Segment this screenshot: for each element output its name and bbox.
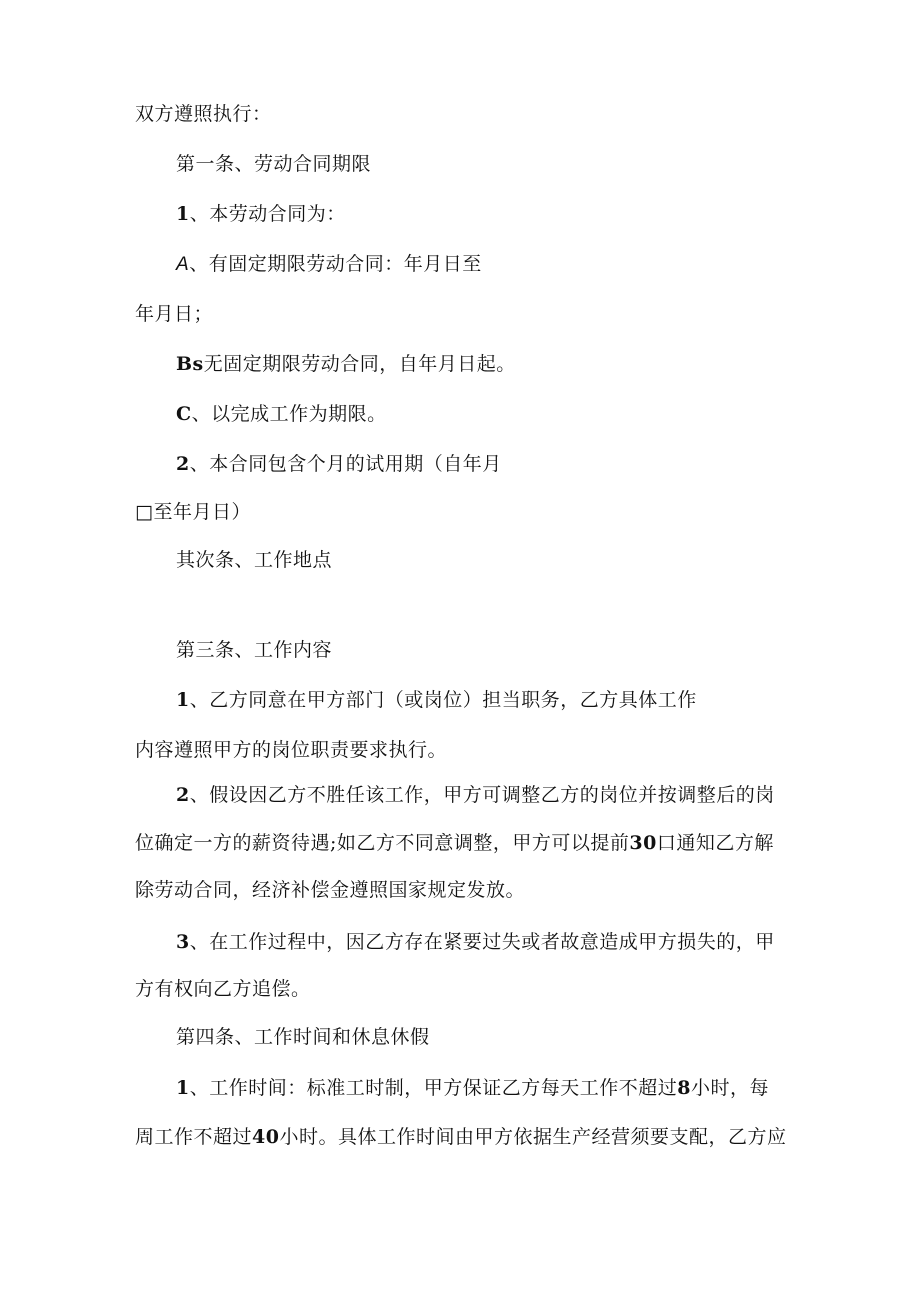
text-run: 年月日；	[135, 303, 214, 325]
article-heading	[176, 548, 332, 572]
item-number: 1	[176, 203, 190, 225]
text-run: 位确定一方的薪资待遇;如乙方不同意调整，甲方可以提前	[135, 832, 630, 854]
text-line	[135, 1125, 786, 1149]
text-run: 第四条、工作时间和休息休假	[176, 1026, 430, 1048]
text-line	[176, 930, 775, 954]
item-letter: Bs	[176, 353, 204, 375]
number-run: 8	[677, 1077, 691, 1099]
text-line	[135, 977, 311, 1001]
article-heading	[176, 1025, 430, 1049]
article-heading	[176, 152, 371, 176]
article-heading	[176, 638, 332, 662]
text-run: 、本合同包含个月的试用期（自年月	[189, 453, 502, 475]
text-line	[176, 252, 482, 277]
text-line	[135, 500, 251, 524]
text-line	[176, 402, 387, 426]
text-run: 、有固定期限劳动合同：年月日至	[189, 253, 482, 275]
text-line	[135, 738, 447, 762]
text-line	[176, 1076, 769, 1100]
text-run: 、本劳动合同为：	[189, 203, 346, 225]
text-line	[176, 783, 775, 807]
number-run: 40	[252, 1126, 280, 1148]
text-run: 周工作不超过	[135, 1126, 253, 1148]
text-line	[135, 831, 774, 855]
text-line	[176, 202, 346, 226]
text-run: 无固定期限劳动合同，自年月日起。	[203, 353, 516, 375]
text-run: 第三条、工作内容	[176, 639, 333, 661]
text-line	[176, 452, 502, 476]
item-number: 2	[176, 784, 190, 806]
text-run: 其次条、工作地点	[176, 549, 333, 571]
text-run: 双方遵照执行：	[135, 103, 272, 125]
text-run: 小时，每	[690, 1077, 769, 1099]
text-run: 除劳动合同，经济补偿金遵照国家规定发放。	[135, 879, 526, 901]
text-run: 、以完成工作为期限。	[191, 403, 387, 425]
item-number: 1	[176, 689, 190, 711]
text-run: 小时。具体工作时间由甲方依据生产经营须要支配，乙方应	[279, 1126, 787, 1148]
text-line	[176, 688, 697, 712]
item-letter: A	[176, 254, 190, 275]
text-line	[135, 878, 525, 902]
text-run: 、工作时间：标准工时制，甲方保证乙方每天工作不超过	[189, 1077, 678, 1099]
item-number: 1	[176, 1077, 190, 1099]
number-run: 30	[629, 832, 657, 854]
text-run: 口通知乙方解	[656, 832, 774, 854]
text-run: 第一条、劳动合同期限	[176, 153, 372, 175]
text-run: 方有权向乙方追偿。	[135, 978, 311, 1000]
text-run: □至年月日）	[135, 501, 251, 523]
text-run: 、乙方同意在甲方部门（或岗位）担当职务，乙方具体工作	[189, 689, 697, 711]
text-line	[176, 352, 516, 376]
item-letter: C	[176, 403, 192, 425]
item-number: 3	[176, 931, 190, 953]
text-line	[135, 302, 213, 326]
text-line	[135, 102, 272, 126]
text-run: 、在工作过程中，因乙方存在紧要过失或者故意造成甲方损失的，甲	[189, 931, 775, 953]
text-run: 、假设因乙方不胜任该工作，甲方可调整乙方的岗位并按调整后的岗	[189, 784, 775, 806]
text-run: 内容遵照甲方的岗位职责要求执行。	[135, 739, 448, 761]
item-number: 2	[176, 453, 190, 475]
